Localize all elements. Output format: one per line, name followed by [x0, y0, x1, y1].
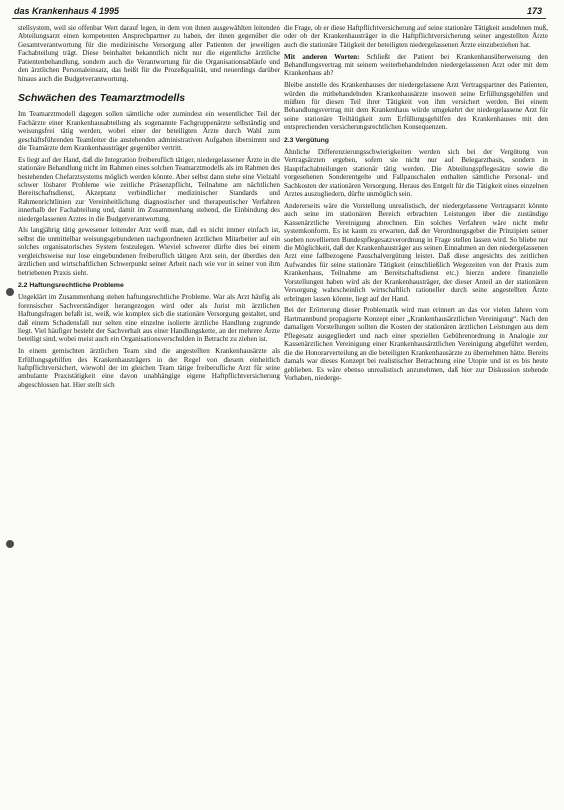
section-heading: Schwächen des Teamarztmodells [18, 92, 186, 105]
body-paragraph [284, 53, 548, 78]
body-paragraph: Bei der Erörterung dieser Problematik wird man erinnert an das vor vielen Jahren vom Hartmannbund propagierte Konzept einer „Krankenhausärztlichen Vereinigung“. Nach den damaligen Vorstellungen sollten die Kosten der stationären ärztlichen Leistungen aus dem Pflegesatz ausgegliedert und nach einer speziellen Gebührenordnung in Analogie zur Kassenärztlichen Vereinigung einer Krankenhausärztlichen Vereinigung abgeführt werden, die die Honorarverteilung an die beteiligten Krankenhausärzte zu übernehmen hätte. Bereits damals war dieses Konzept bei realistischer Betrachtung eine Utopie und ist es bis heute geblieben. Es wäre ebenso unrealistisch anzunehmen, daß hier zur Diskussion stehende Vorhaben, niederge- [284, 306, 548, 382]
body-paragraph: Als langjährig tätig gewesener leitender Arzt weiß man, daß es nicht immer einfach ist, selbst die unmittelbar weisungsgebundenen nachgeordneten ärztlichen Mitarbeiter auf ein solches organisatorisches System festzulegen. Wieviel schwerer dürfte dies bei einem vergleichsweise nur lose eingebundenen freiberuflich tätigen Arzt sein, der überdies den ärztlichen und wirtschaftlichen Schwerpunkt seiner Arbeit nach wie vor in seiner von ihm betriebenen Praxis sieht. [18, 226, 280, 277]
intro-paragraph: stellsystem, weil sie offenbar Wert darauf legen, in dem von ihnen ausgewählten leitenden Abteilungsarzt einen kompetenten Ansprechpartner zu haben, der ihnen gegenüber die Gesamtverantwortung für die medizinische Versorgung aller Patienten der jeweiligen Fachabteilung trägt. Diese beinhaltet bekanntlich nicht nur die eigentliche ärztliche Patientenbehandlung, sondern auch die Verantwortung für die Organisationsabläufe und den ärztlichen Personaleinsatz, das heißt für die Prozeßqualität, und neuerdings darüber hinaus auch die Budgetverantwortung. [18, 24, 280, 83]
body-paragraph: Ungeklärt im Zusammenhang stehen haftungsrechtliche Probleme. War als Arzt häufig als forensischer Sachverständiger herangezogen wird oder als Jurist mit ärztlichen Haftungsfragen befaßt ist, weiß, wie komplex sich die stationäre Versorgung gestaltet, und daß einem Schadensfall nur selten eine einzelne isolierte ärztliche Handlung zugrunde liegt. Viel häufiger besteht der Sachverhalt aus einer Handlungskette, an der mehrere Ärzte beteiligt sind, wobei meist auch ein Organisationsverschulden in Betracht zu ziehen ist. [18, 293, 280, 344]
body-paragraph: Es liegt auf der Hand, daß die Integration freiberuflich tätiger, niedergelassener Ärzte in die stationäre Behandlung nicht im Rahmen eines solchen Teamarztmodells als im Rahmen des bestehenden Chefarztsystems möglich werden könnte. Aber selbst dann stehe eine Vielzahl schwer lösbarer Probleme wie zeitliche Präsenzpflicht, Teilnahme am nächtlichen Bereitschaftsdienst, Akzeptanz verbindlicher medizinischer Standards und Rahmenrichtlinien zur Vereinheitlichung diagnostischer und therapeutischer Verfahren innerhalb der Fachabteilung und, damit im Zusammenhang stehend, die Einbindung des niedergelassenen Arztes in die Budgetverantwortung. [18, 155, 280, 223]
lead-label: Mit anderen Worten: [284, 52, 360, 61]
journal-title: das Krankenhaus 4 1995 [14, 6, 120, 16]
page-number: 173 [526, 6, 542, 16]
subsection-heading: 2.2 Haftungsrechtliche Probleme [18, 282, 124, 290]
body-paragraph: Andererseits wäre die Vorstellung unrealistisch, der niedergelassene Vertragsarzt könnte auch seine im stationären Bereich erbrachten Leistungen über die zuständige Kassenärztliche Vereinigung abrechnen. Ein solches Verfahren wäre nicht mehr systemkonform. Es ist kaum zu erwarten, daß der Verordnungsgeber die Prinzipien seiner soeben novellierten Bundespflegesatzverordnung in Frage stellen lassen wird. So bliebe nur die Möglichkeit, daß der Krankenhausträger aus seinen Einnahmen an den niedergelassenen Arzt eine fallbezogene Pauschalvergütung leistet. Daß diese angesichts des zeitlichen Aufwandes für seine stationäre Tätigkeit (einschließlich Wegezeiten von der Praxis zum Krankenhaus, Teilnahme am Bereitschaftsdienst etc.) hierzu andere finanzielle Vorstellungen haben wird als der Krankenhausträger, der dieser Anteil an der stationären Versorgung wahrscheinlich wirtschaftlich rationeller durch seine angestellten Ärzte erbringen lassen könnte, liegt auf der Hand. [284, 201, 548, 303]
paragraph-text: Schließt der Patient bei Krankenhausüberweisung den Behandlungsvertrag mit seinem weiterbehandelnden niedergelassenen Arzt oder mit dem Krankenhaus ab? [284, 52, 548, 78]
body-paragraph: Bleibe anstelle des Krankenhauses der niedergelassene Arzt Vertragspartner des Patienten, würden die mitbehandelnden Krankenhausärzte insoweit seine Erfüllungsgehilfen und müßten für diesen Teil ihrer Tätigkeit von ihm versichert werden. Bei einem Behandlungsvertrag mit dem Krankenhaus würde umgekehrt der niedergelassene Arzt für seine stationäre Teiltätigkeit zum Erfüllungsgehilfen des Krankenhauses mit den entsprechenden versicherungsrechtlichen Konsequenzen. [284, 81, 548, 132]
right-column [284, 24, 548, 386]
left-column [18, 24, 280, 393]
body-paragraph: Ähnliche Differenzierungsschwierigkeiten werden sich bei der Vergütung von Vertragsärzten ergeben, sofern sie nicht nur auf Belegarztbasis, sondern in Hauptfachabteilungen stationär tätig werden. Die Abteilungspflegesätze sowie die vorgesehenen Sonderentgelte und Fallpauschalen enthalten sämtliche Personal- und Sachkosten der stationären Versorgung. Heraus des Entgelt für die Tätigkeit eines einzelnen Arztes auszugliedern, dürfte unmöglich sein. [284, 147, 548, 199]
body-paragraph: In einem gemischten ärztlichen Team sind die angestellten Krankenhausärzte als Erfüllungsgehilfen des Krankenhausträgers in der Regel von diesem einheitlich haftpflichtversichert, wiewohl der im gleichen Team tätige freiberufliche Arzt für seine ambulante Praxistätigkeit eine davon unabhängige eigene Haftpflichtversicherung abgeschlossen hat. Hier stellt sich [18, 347, 280, 389]
subsection-heading: 2.3 Vergütung [284, 136, 329, 144]
body-paragraph: Im Teamarztmodell dagegen sollen sämtliche oder zumindest ein wesentlicher Teil der Fachärzte einer Krankenhausabteilung als sogenannte Fachgruppenärzte selbständig und weisungsfrei tätig werden, wobei einer der beteiligten Ärzte durch Wahl zum geschäftsführenden Teamleiter die anstehenden administrativen Aufgaben übernimmt und die Teamärzte dem Krankenhausträger gegenüber vertritt. [18, 110, 280, 152]
body-paragraph: die Frage, ob er diese Haftpflichtversicherung auf seine stationäre Tätigkeit ausdehnen muß, oder ob der Krankenhausträger in die Haftpflichtversicherung seiner angestellten Ärzte auch die stationäre Tätigkeit der beteiligten niedergelassenen Ärzte einzubeziehen hat. [284, 24, 548, 49]
punch-hole-icon [6, 540, 14, 548]
punch-hole-icon [6, 288, 14, 296]
header-rule [12, 18, 546, 19]
